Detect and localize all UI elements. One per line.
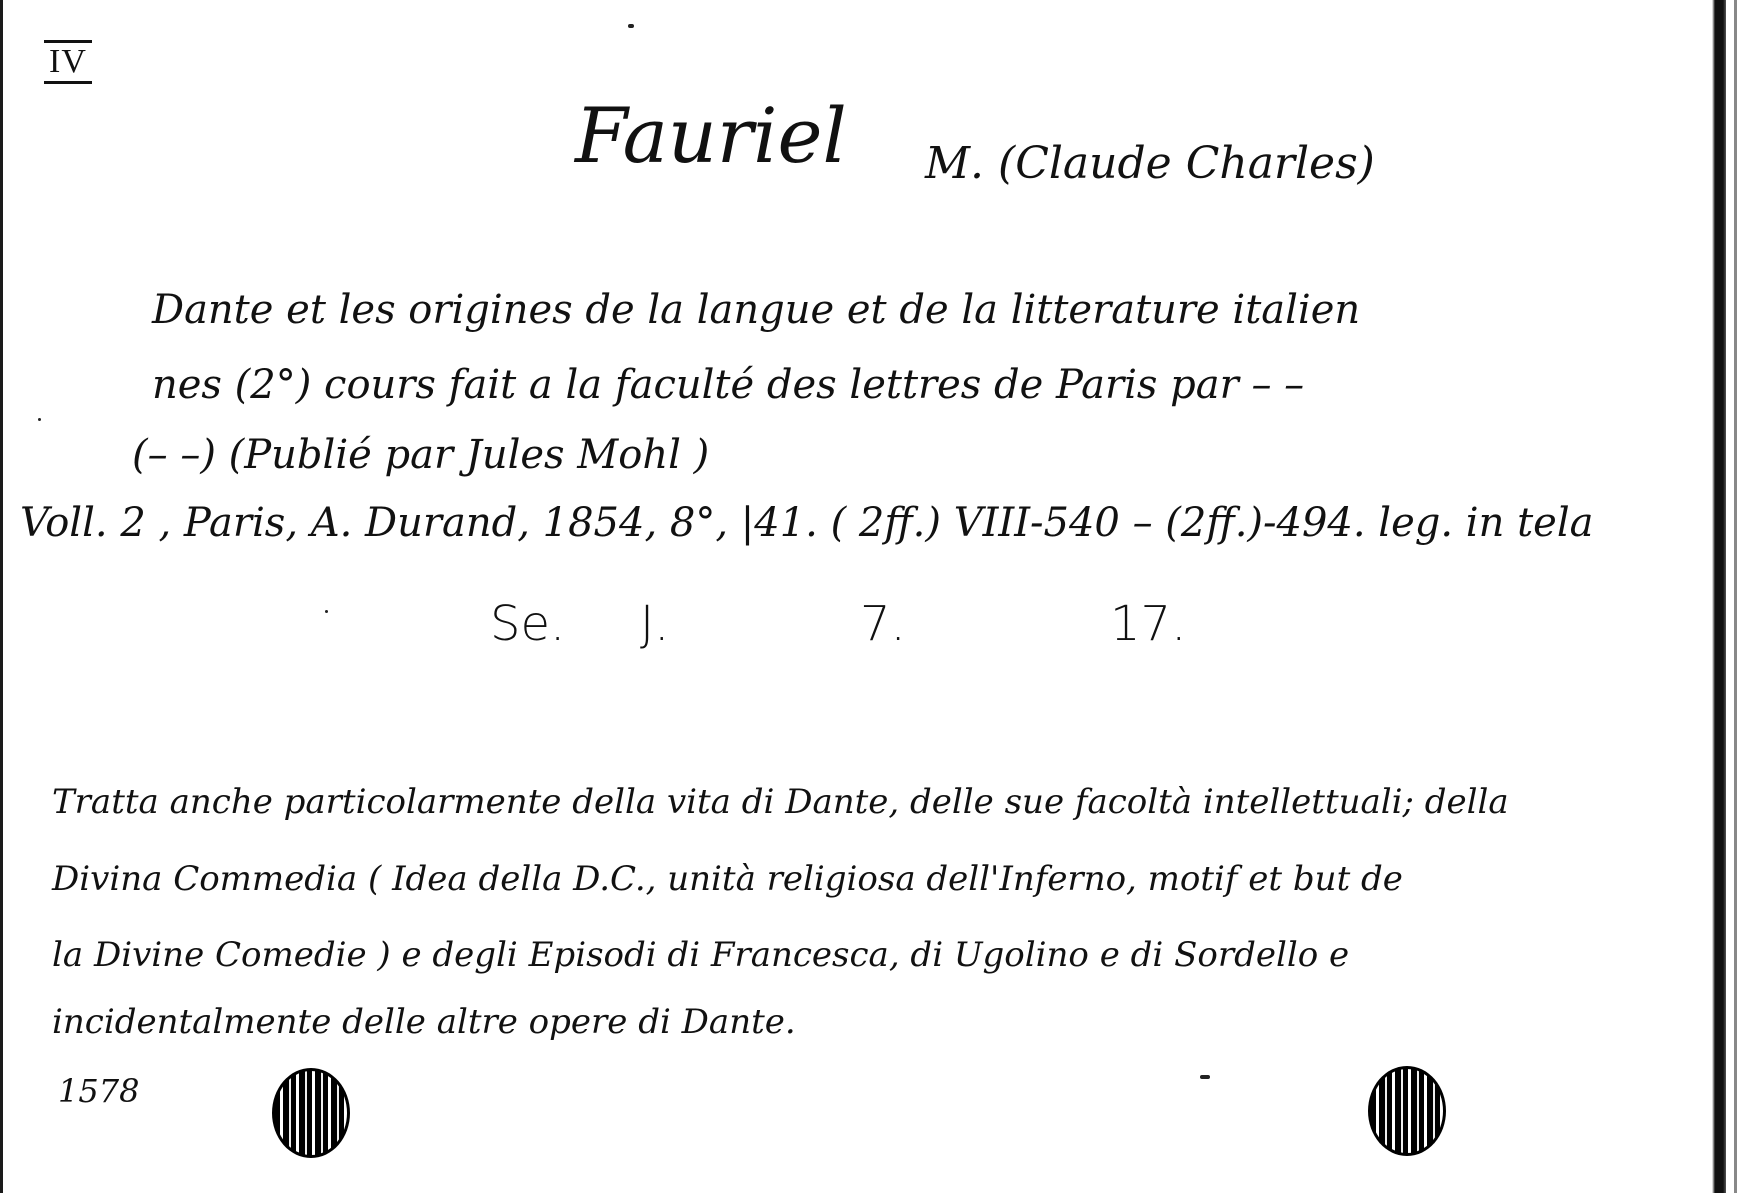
title-line: nes (2°) cours fait a la faculté des lettres de Paris par – – [152, 362, 1305, 408]
punch-hole-left [272, 1068, 350, 1158]
author-surname: Fauriel [575, 91, 847, 180]
card-right-edge [1712, 0, 1726, 1193]
note-line: Tratta anche particolarmente della vita di Dante, delle sue facoltà intellettuali; della [52, 782, 1509, 822]
title-line: (– –) (Publié par Jules Mohl ) [132, 432, 710, 478]
speck [38, 418, 41, 421]
shelfmark-part: J. [640, 596, 670, 652]
title-line: Dante et les origines de la langue et de la litterature italien [152, 287, 1361, 333]
punch-hole-right [1368, 1066, 1446, 1156]
speck [1200, 1075, 1210, 1079]
speck [325, 610, 328, 613]
shelfmark-part: 17. [1110, 596, 1187, 652]
speck [628, 24, 634, 28]
note-line: la Divine Comedie ) e degli Episodi di Francesca, di Ugolino e di Sordello e [52, 935, 1350, 975]
note-line: Divina Commedia ( Idea della D.C., unità religiosa dell'Inferno, motif et but de [52, 859, 1403, 899]
card-left-edge [0, 0, 3, 1193]
shelfmark-part: Se. [490, 596, 566, 652]
accession-number: 1578 [58, 1072, 140, 1110]
card-right-edge-line [1734, 0, 1737, 1193]
section-mark: IV [44, 40, 92, 84]
note-line: incidentalmente delle altre opere di Dante. [52, 1002, 796, 1042]
shelfmark-part: 7. [860, 596, 906, 652]
author-given-name: M. (Claude Charles) [925, 138, 1375, 189]
imprint-line: Voll. 2 , Paris, A. Durand, 1854, 8°, |41. ( 2ff.) VIII-540 – (2ff.)-494. leg. in tela [20, 500, 1594, 546]
